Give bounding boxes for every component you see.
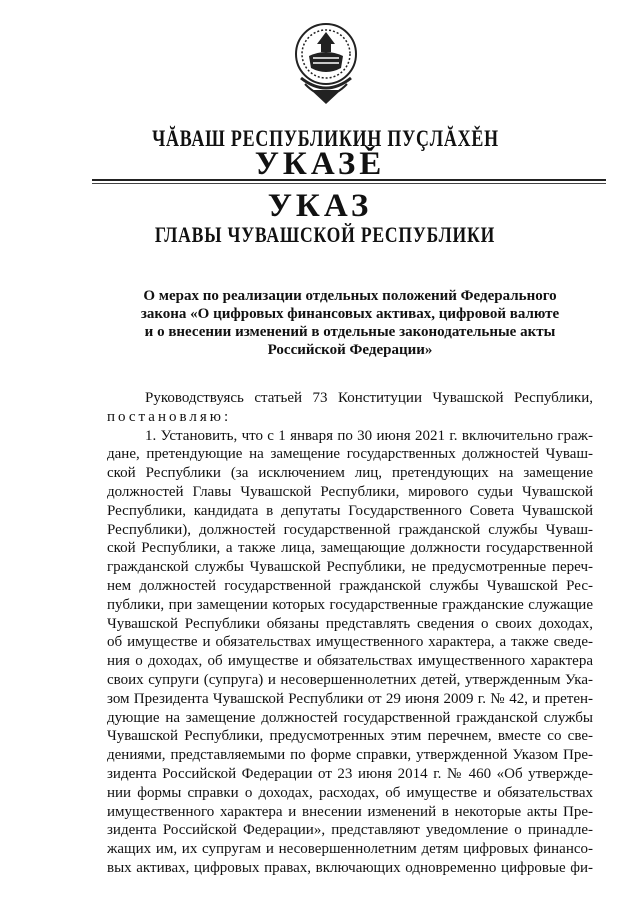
body-line: 1. Установить, что с 1 января по 30 июня 2021 г. включительно граж- xyxy=(145,427,593,444)
body-line: гражданской службы Чувашской Республики, не предусмотренные переч- xyxy=(107,559,593,576)
body-line: дующие на замещение должностей государственной гражданской службы xyxy=(107,709,593,726)
document-title-line: закона «О цифровых финансовых активах, цифровой валюте xyxy=(140,306,560,322)
body-line: дениями, представляемыми по форме справки, утвержденной Указом Пре- xyxy=(107,747,593,764)
body-line: жащих им, их супругам и несовершеннолетним детям цифровых финансо- xyxy=(107,841,593,858)
header-chuvash-title: УКАЗĚ xyxy=(254,146,386,182)
document-body xyxy=(107,389,593,878)
body-line: Чувашской Республики, предусмотренных этим перечнем, вместе со све- xyxy=(107,728,593,745)
body-line: дане, претендующие на замещение государственных должностей Чуваш- xyxy=(107,446,593,463)
body-intro: Руководствуясь статьей 73 Конституции Чувашской Республики, xyxy=(145,390,593,406)
body-line: публики, при замещении которых государственные гражданские служащие xyxy=(107,596,593,613)
body-line: должностей Главы Чувашской Республики, мирового судьи Чувашской xyxy=(107,483,593,500)
body-line: ской Республики (за исключением лиц, претендующих на замещение xyxy=(107,465,593,482)
document-title-line: О мерах по реализации отдельных положений Федерального xyxy=(143,288,557,304)
body-line: зом Президента Чувашской Республики от 29 июня 2009 г. № 42, и претен- xyxy=(107,690,593,707)
header-russian-title: УКАЗ xyxy=(267,188,373,224)
body-line: Республики), должностей государственной гражданской службы Чуваш- xyxy=(107,521,593,538)
document-title-line: Российской Федерации» xyxy=(267,342,433,358)
header-russian-subtitle: ГЛАВЫ ЧУВАШСКОЙ РЕСПУБЛИКИ xyxy=(154,222,496,247)
body-line: своих супруги (супруга) и несовершеннолетних детей, утвержденным Ука- xyxy=(107,671,593,688)
document-title-line: и о внесении изменений в отдельные законодательные акты xyxy=(144,324,556,340)
body-line: ния о доходах, об имуществе и обязательствах имущественного характера xyxy=(107,653,593,670)
body-line: нии формы справки о доходах, расходах, об имуществе и обязательствах xyxy=(107,784,593,801)
body-line: об имуществе и обязательствах имущественного характера, а также сведе- xyxy=(107,634,593,651)
header-chuvash-line: ЧĂВАШ РЕСПУБЛИКИН ПУÇЛĂХĚН xyxy=(152,126,499,151)
body-line: Республики, кандидата в депутаты Государственного Совета Чувашской xyxy=(107,502,593,519)
body-line: ской Республики, а также лица, замещающие должности государственной xyxy=(107,540,593,557)
header-divider-thin xyxy=(92,183,606,184)
body-line: имущественного характера и внесении изменений в некоторые акты Пре- xyxy=(107,803,593,820)
body-line: зидента Российской Федерации», представляют уведомление о принадле- xyxy=(107,822,593,839)
body-line: зидента Российской Федерации от 23 июня 2014 г. № 460 «Об утвержде- xyxy=(107,765,593,782)
document-title xyxy=(120,287,580,359)
body-line: нем должностей государственной гражданской службы Чувашской Рес- xyxy=(107,577,593,594)
header-divider xyxy=(92,179,606,181)
body-decree-word: постановляю: xyxy=(107,408,232,425)
body-line: вых активах, цифровых правах, включающих одновременно цифровые фи- xyxy=(107,859,593,876)
body-line: Чувашской Республики обязаны представлять сведения о своих доходах, xyxy=(107,615,593,632)
coat-of-arms-emblem-icon xyxy=(291,20,361,110)
